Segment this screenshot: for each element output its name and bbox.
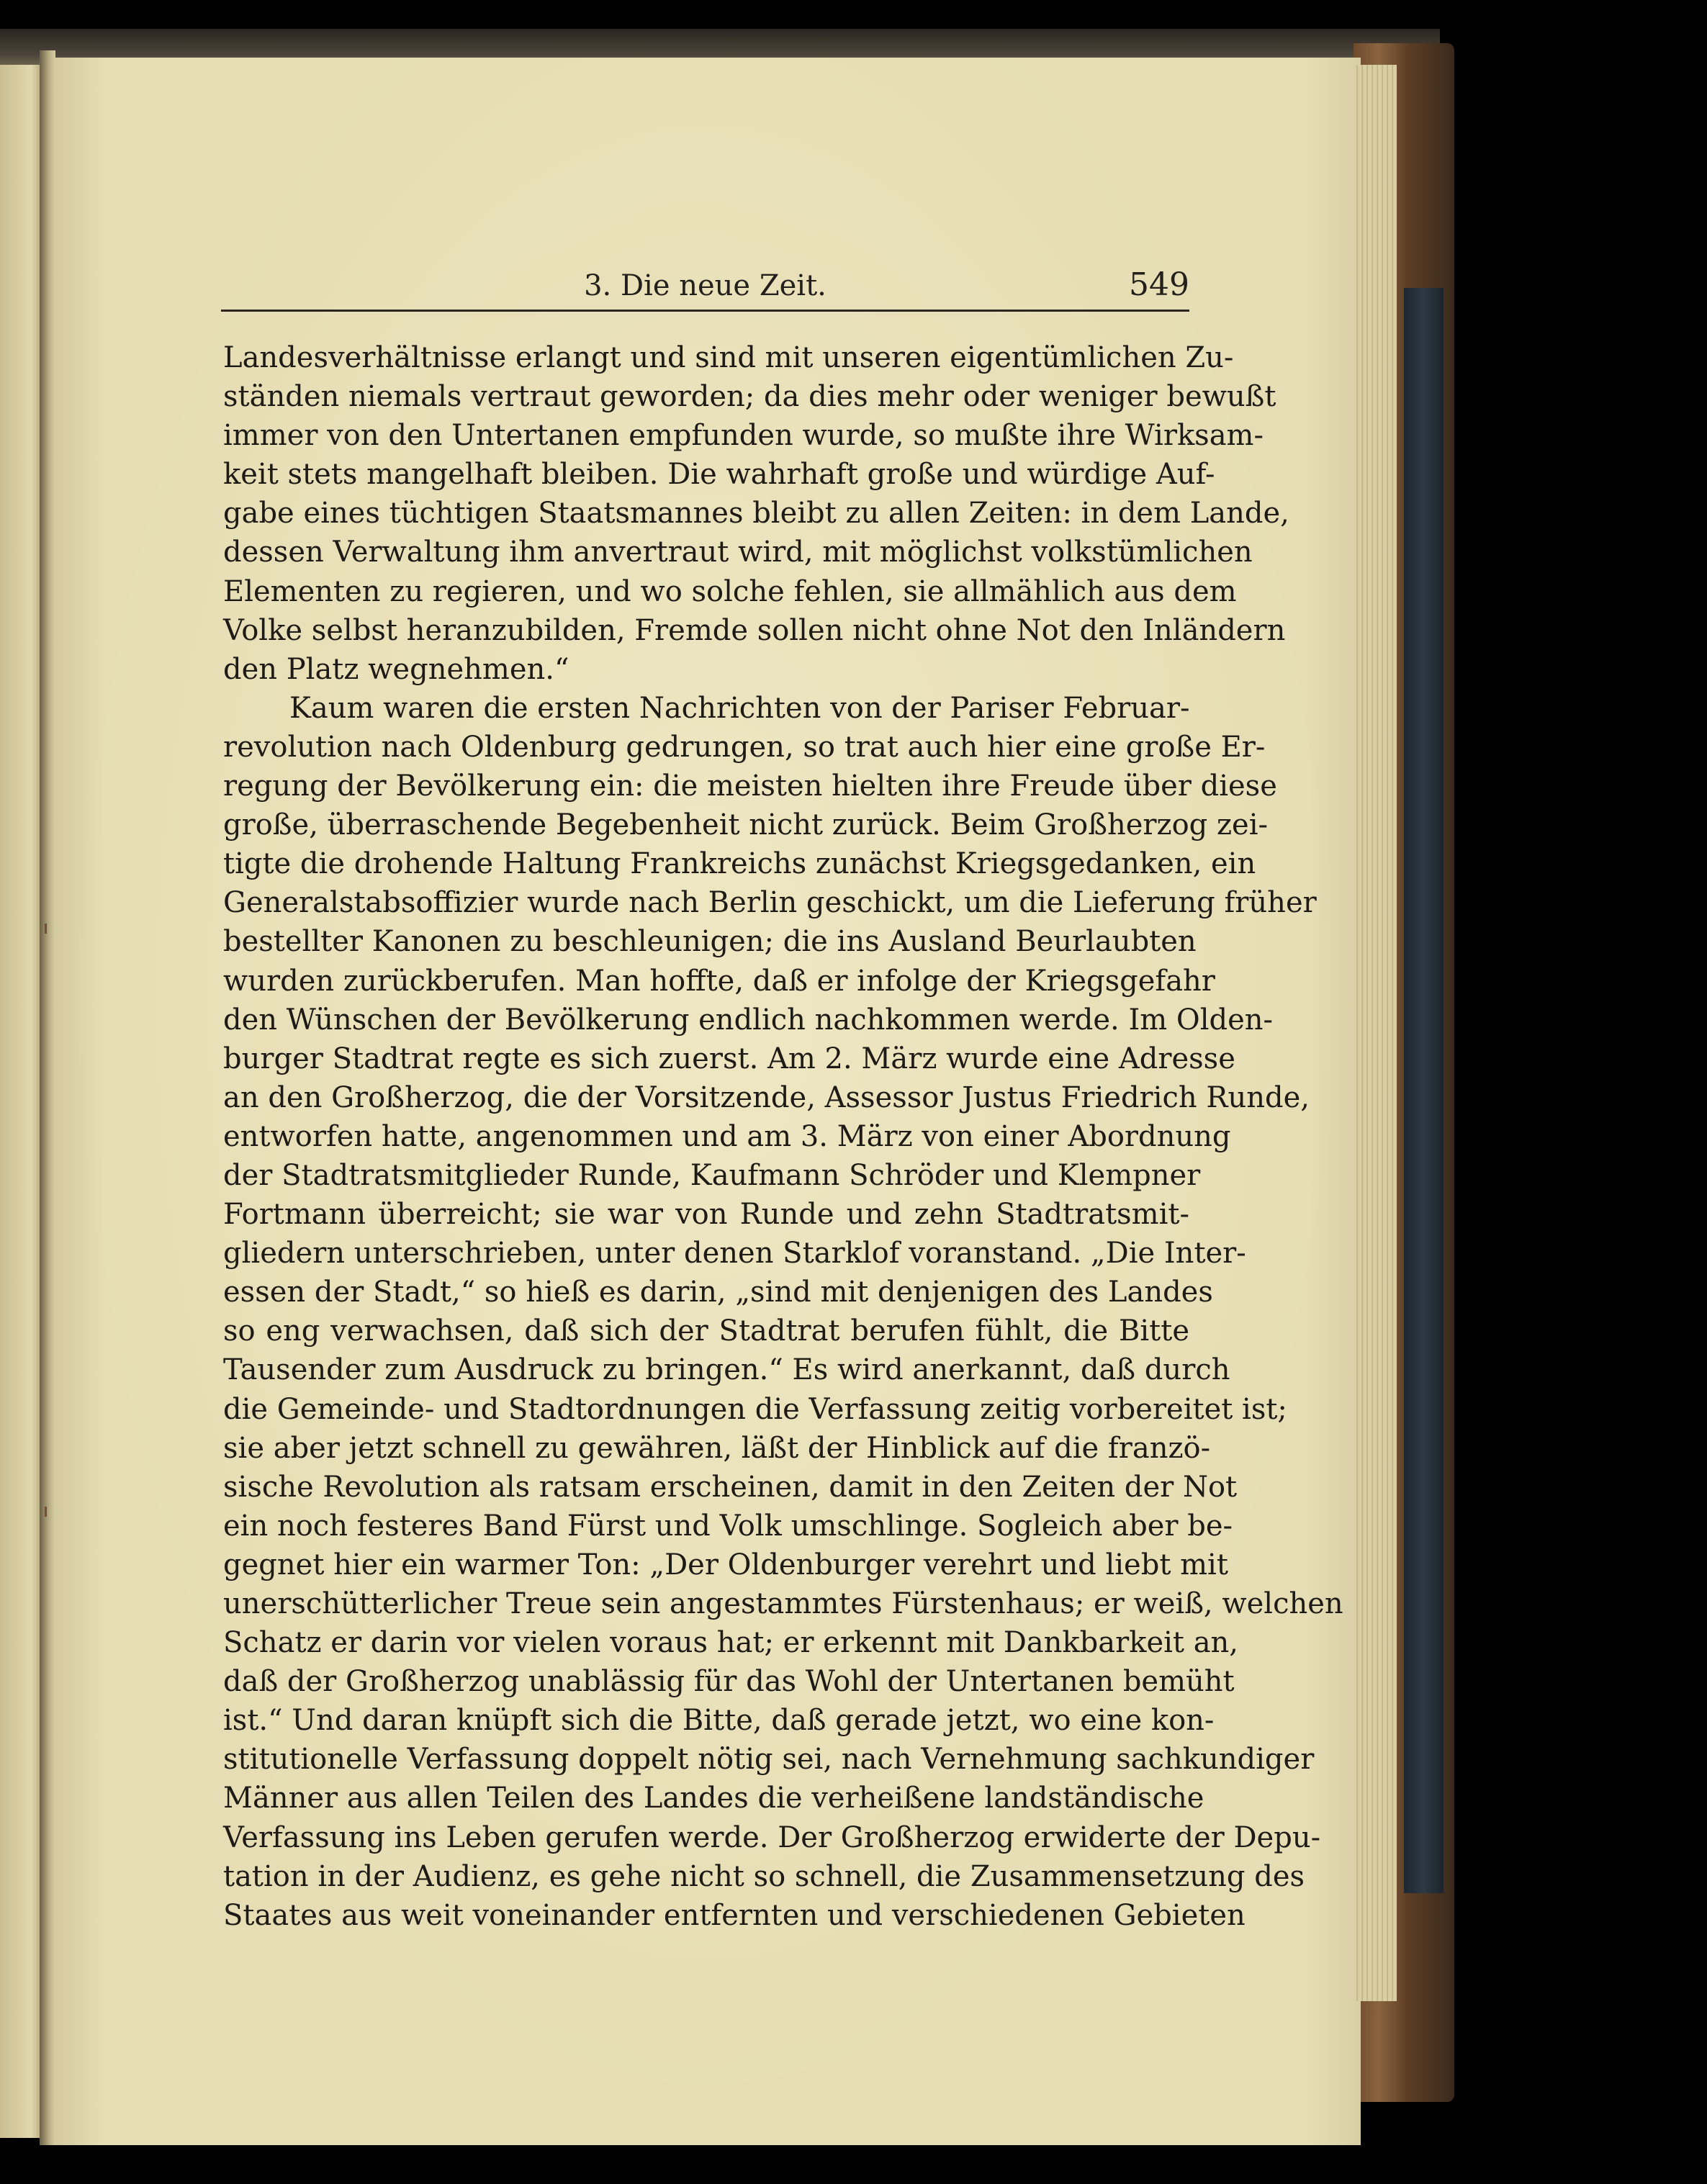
text-line: burger Stadtrat regte es sich zuerst. Am 2. März wurde eine Adresse bbox=[223, 1042, 1235, 1075]
text-line: an den Großherzog, die der Vorsitzende, Assessor Justus Friedrich Runde, bbox=[223, 1080, 1310, 1114]
text-line: ist.“ Und daran knüpft sich die Bitte, daß gerade jetzt, wo eine kon- bbox=[223, 1704, 1215, 1738]
text-line: bestellter Kanonen zu beschleunigen; die ins Ausland Beurlaubten bbox=[223, 925, 1197, 959]
page-number: 549 bbox=[1129, 266, 1189, 303]
text-line: Schatz er darin vor vielen voraus hat; er erkennt mit Dankbarkeit an, bbox=[223, 1626, 1239, 1660]
page-edge-stack bbox=[1354, 65, 1397, 2001]
text-line: wurden zurückberufen. Man hoffte, daß er infolge der Kriegsgefahr bbox=[223, 964, 1215, 998]
text-line: Verfassung ins Leben gerufen werde. Der Großherzog erwiderte der Depu- bbox=[223, 1820, 1321, 1854]
running-header bbox=[221, 266, 1189, 312]
text-line: keit stets mangelhaft bleiben. Die wahrhaft große und würdige Auf- bbox=[223, 458, 1215, 492]
text-line: so eng verwachsen, daß sich der Stadtrat berufen fühlt, die Bitte bbox=[223, 1314, 1189, 1348]
text-line: Staates aus weit voneinander entfernten und verschiedenen Gebieten bbox=[223, 1898, 1246, 1932]
text-line: immer von den Untertanen empfunden wurde, so mußte ihre Wirksam- bbox=[223, 419, 1264, 453]
text-line: tigte die drohende Haltung Frankreichs zunächst Kriegsgedanken, ein bbox=[223, 847, 1256, 881]
text-line: daß der Großherzog unablässig für das Wohl der Untertanen bemüht bbox=[223, 1665, 1235, 1699]
text-line: Volke selbst heranzubilden, Fremde sollen nicht ohne Not den Inländern bbox=[223, 613, 1286, 647]
text-line: gabe eines tüchtigen Staatsmannes bleibt zu allen Zeiten: in dem Lande, bbox=[223, 497, 1289, 531]
text-line: gegnet hier ein warmer Ton: „Der Oldenburger verehrt und liebt mit bbox=[223, 1548, 1228, 1581]
text-line: Elementen zu regieren, und wo solche fehlen, sie allmählich aus dem bbox=[223, 574, 1237, 608]
margin-mark bbox=[45, 1507, 47, 1517]
book-spine bbox=[1404, 288, 1443, 1893]
text-line: Generalstabsoffizier wurde nach Berlin geschickt, um die Lieferung früher bbox=[223, 886, 1317, 920]
text-line: Kaum waren die ersten Nachrichten von der Pariser Februar- bbox=[289, 691, 1190, 725]
chapter-title: 3. Die neue Zeit. bbox=[584, 269, 827, 302]
book-gutter bbox=[40, 50, 55, 2145]
text-line: unerschütterlicher Treue sein angestammtes Fürstenhaus; er weiß, welchen bbox=[223, 1587, 1343, 1620]
text-line: entworfen hatte, angenommen und am 3. März von einer Abordnung bbox=[223, 1119, 1231, 1153]
text-line: gliedern unterschrieben, unter denen Starklof voranstand. „Die Inter- bbox=[223, 1237, 1246, 1271]
text-line: Männer aus allen Teilen des Landes die verheißene landständische bbox=[223, 1782, 1204, 1815]
margin-mark bbox=[45, 924, 47, 934]
text-line: sische Revolution als ratsam erscheinen, damit in den Zeiten der Not bbox=[223, 1470, 1238, 1504]
text-line: Fortmann überreicht; sie war von Runde und zehn Stadtratsmit- bbox=[223, 1198, 1189, 1232]
text-line: tation in der Audienz, es gehe nicht so schnell, die Zusammensetzung des bbox=[223, 1859, 1305, 1893]
text-line: ständen niemals vertraut geworden; da dies mehr oder weniger bewußt bbox=[223, 380, 1276, 414]
text-line: ein noch festeres Band Fürst und Volk umschlinge. Sogleich aber be- bbox=[223, 1509, 1233, 1543]
text-line: Tausender zum Ausdruck zu bringen.“ Es wird anerkannt, daß durch bbox=[223, 1353, 1230, 1387]
text-line: der Stadtratsmitglieder Runde, Kaufmann Schröder und Klempner bbox=[223, 1158, 1201, 1192]
text-line: sie aber jetzt schnell zu gewähren, läßt der Hinblick auf die franzö- bbox=[223, 1431, 1211, 1465]
text-line: regung der Bevölkerung ein: die meisten hielten ihre Freude über diese bbox=[223, 770, 1277, 803]
text-line: stitutionelle Verfassung doppelt nötig sei, nach Vernehmung sachkundiger bbox=[223, 1743, 1315, 1777]
body-text bbox=[223, 338, 1343, 1935]
text-line: revolution nach Oldenburg gedrungen, so trat auch hier eine große Er- bbox=[223, 730, 1266, 764]
text-line: den Wünschen der Bevölkerung endlich nachkommen werde. Im Olden- bbox=[223, 1003, 1274, 1037]
text-line: den Platz wegnehmen.“ bbox=[223, 652, 569, 686]
text-line: Landesverhältnisse erlangt und sind mit unseren eigentümlichen Zu- bbox=[223, 341, 1234, 374]
text-line: essen der Stadt,“ so hieß es darin, „sind mit denjenigen des Landes bbox=[223, 1276, 1213, 1309]
text-line: die Gemeinde- und Stadtordnungen die Verfassung zeitig vorbereitet ist; bbox=[223, 1392, 1287, 1426]
book-page bbox=[50, 58, 1361, 2145]
facing-page-edge bbox=[0, 65, 45, 2138]
text-line: große, überraschende Begebenheit nicht zurück. Beim Großherzog zei- bbox=[223, 808, 1269, 842]
text-line: dessen Verwaltung ihm anvertraut wird, mit möglichst volkstümlichen bbox=[223, 536, 1253, 569]
